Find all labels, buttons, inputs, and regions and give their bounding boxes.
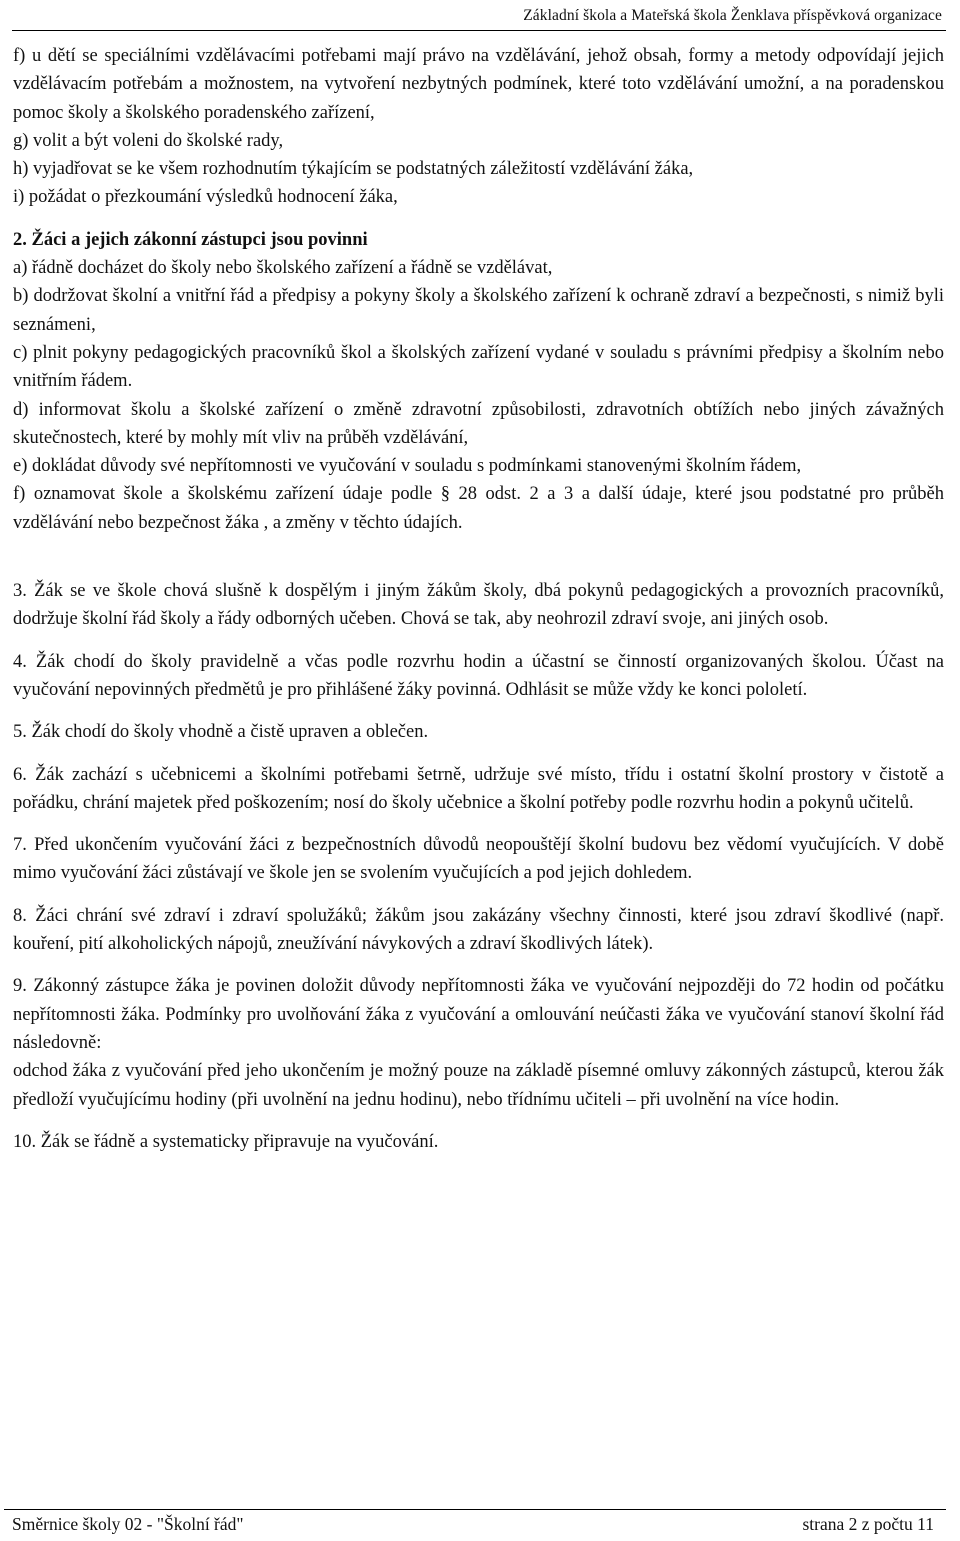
list-item: d) informovat školu a školské zařízení o změně zdravotní způsobilosti, zdravotních obtížích nebo jiných závažných skutečnostech, které by mohly mít vliv na průběh vzdělávání, [13,399,944,448]
paragraph-9-continuation: odchod žáka z vyučování před jeho ukončením je možný pouze na základě písemné omluvy zákonných zástupců, kterou žák předloží vyučujícímu hodiny (při uvolnění na jednu hodinu), nebo třídnímu učiteli – při uvolnění na více hodin. [13,1061,944,1110]
list-item: c) plnit pokyny pedagogických pracovníků škol a školských zařízení vydané v souladu s právními předpisy a školním nebo vnitřním řádem. [13,342,944,392]
paragraph-4: 4. Žák chodí do školy pravidelně a včas podle rozvrhu hodin a účastní se činností organizovaných školou. Účast na vyučování nepovinných předmětů je pro přihlášené žáky povinná. Odhlásit se může vždy ke konci pololetí. [13,651,944,700]
list-item: i) požádat o přezkoumání výsledků hodnocení žáka, [13,187,398,208]
paragraph-9: 9. Zákonný zástupce žáka je povinen doložit důvody nepřítomnosti žáka ve vyučování nejpozději do 72 hodin od počátku nepřítomnosti žáka. Podmínky pro uvolňování žáka z vyučování a omlouvání neúčasti žáka ve vyučování stanoví školní řád následovně: [13,976,944,1053]
document-body [13,42,944,1156]
paragraph-3: 3. Žák se ve škole chová slušně k dospělým i jiným žákům školy, dbá pokynů pedagogických a provozních pracovníků, dodržuje školní řád školy a řády odborných učeben. Chová se tak, aby neohrozil zdraví svoje, ani jiných osob. [13,581,944,630]
page-header [12,4,946,31]
list-item: f) u dětí se speciálními vzdělávacími potřebami mají právo na vzdělávání, jehož obsah, formy a metody odpovídají jejich vzdělávacím potřebám a možnostem, na vytvoření nezbytných podmínek, které toto vzdělávání umožní, a na poradenskou pomoc školy a školského poradenského zařízení, [13,46,944,123]
list-item: f) oznamovat škole a školskému zařízení údaje podle § 28 odst. 2 a 3 a další údaje, které jsou podstatné pro průběh vzdělávání nebo bezpečnost žáka , a změny v těchto údajích. [13,484,944,533]
list-item: a) řádně docházet do školy nebo školského zařízení a řádně se vzdělávat, [13,258,553,279]
paragraph-8: 8. Žáci chrání své zdraví i zdraví spolužáků; žákům jsou zakázány všechny činnosti, které jsou zdraví škodlivé (např. kouření, pití alkoholických nápojů, zneužívání návykových a zdraví škodlivých látek). [13,905,944,955]
section-heading: 2. Žáci a jejich zákonní zástupci jsou povinni [13,229,368,250]
list-item: h) vyjadřovat se ke všem rozhodnutím týkajícím se podstatných záležitostí vzdělávání žáka, [13,159,694,180]
header-title: Základní škola a Mateřská škola Ženklava příspěvková organizace [523,7,942,24]
list-item: g) volit a být voleni do školské rady, [13,130,284,151]
paragraph-5: 5. Žák chodí do školy vhodně a čistě upraven a oblečen. [13,722,429,743]
footer-document-name: Směrnice školy 02 - "Školní řád" [12,1514,244,1534]
list-item: b) dodržovat školní a vnitřní řád a předpisy a pokyny školy a školského zařízení k ochraně zdraví a bezpečnosti, s nimiž byli seznámeni, [13,286,944,335]
paragraph-6: 6. Žák zachází s učebnicemi a školními potřebami šetrně, udržuje své místo, třídu i ostatní školní prostory v čistotě a pořádku, chrání majetek před poškozením; nosí do školy učebnice a školní potřeby podle rozvrhu hodin a pokynů učitelů. [13,764,944,813]
footer-page-number: strana 2 z počtu 11 [802,1514,934,1534]
paragraph-7: 7. Před ukončením vyučování žáci z bezpečnostních důvodů neopouštějí školní budovu bez vědomí vyučujících. V době mimo vyučování žáci zůstávají ve škole jen se svolením vyučujících a pod jejich dohledem. [13,835,944,884]
paragraph-10: 10. Žák se řádně a systematicky připravuje na vyučování. [13,1131,439,1152]
list-item: e) dokládat důvody své nepřítomnosti ve vyučování v souladu s podmínkami stanovenými školním řádem, [13,456,802,477]
page-footer [4,1509,946,1540]
